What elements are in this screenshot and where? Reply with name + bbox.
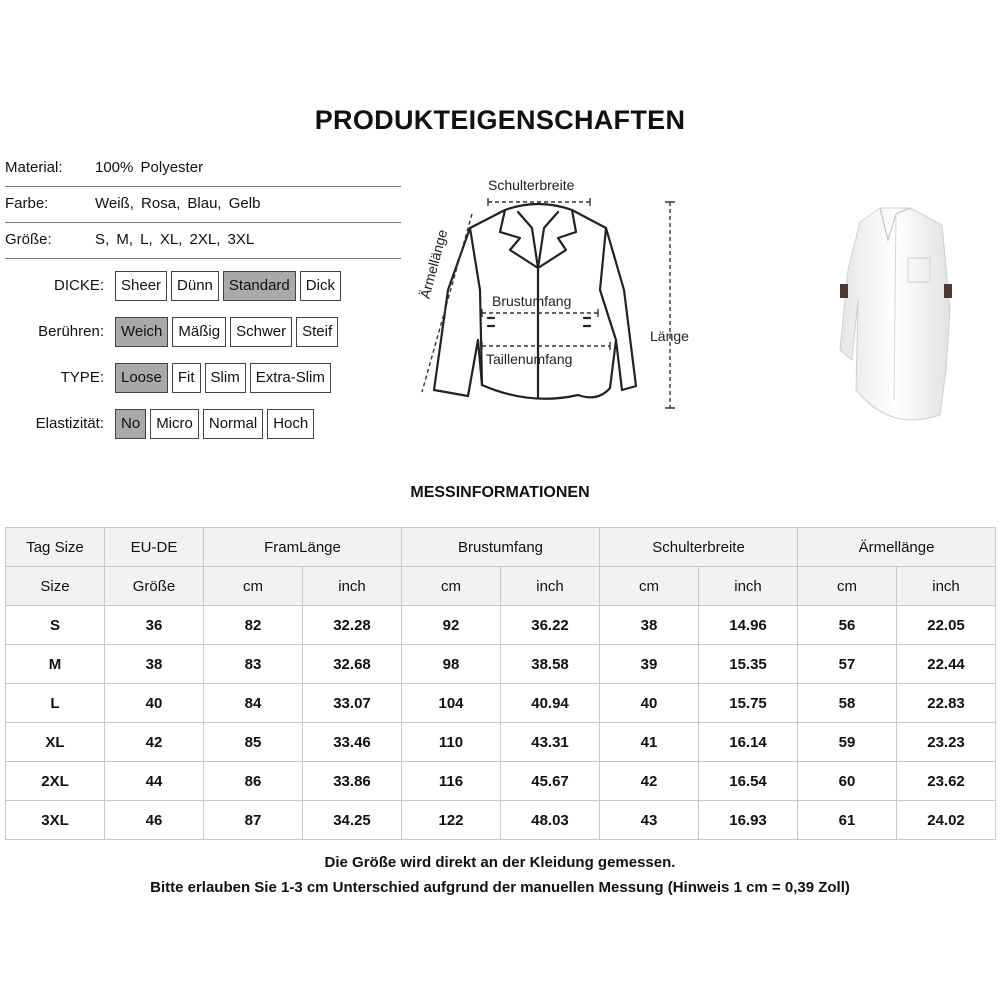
dim-sleeve-label: Ärmellänge [416, 227, 451, 301]
table-cell: 87 [204, 801, 303, 840]
attr-label: Farbe: [5, 195, 49, 212]
option-schwer: Schwer [230, 317, 292, 347]
table-cell: 116 [402, 762, 501, 801]
page-title: PRODUKTEIGENSCHAFTEN [314, 105, 686, 135]
table-cell: 43 [600, 801, 699, 840]
measurement-diagram [410, 170, 710, 420]
header-cell: Brustumfang [402, 528, 600, 567]
table-cell: 84 [204, 684, 303, 723]
table-cell: 16.93 [699, 801, 798, 840]
note-tolerance: Bitte erlauben Sie 1-3 cm Unterschied aufgrund der manuellen Messung (Hinweis 1 cm = 0,39 Zoll) [150, 879, 850, 896]
option-hoch: Hoch [267, 409, 314, 439]
option-list-elasticity [115, 409, 314, 439]
header-cell: inch [303, 567, 402, 606]
table-cell: 45.67 [501, 762, 600, 801]
product-photo [830, 200, 960, 435]
table-cell: 24.02 [897, 801, 996, 840]
attr-color [5, 186, 401, 223]
table-cell: 33.46 [303, 723, 402, 762]
table-cell: 15.75 [699, 684, 798, 723]
header-cell: cm [204, 567, 303, 606]
header-cell: Tag Size [6, 528, 105, 567]
table-row [6, 645, 996, 684]
header-cell: inch [501, 567, 600, 606]
table-row [6, 762, 996, 801]
attr-value: S, M, L, XL, 2XL, 3XL [95, 231, 255, 248]
table-cell: 33.86 [303, 762, 402, 801]
header-cell: cm [600, 567, 699, 606]
dim-waist-label: Taillenumfang [486, 351, 573, 367]
table-cell: 40.94 [501, 684, 600, 723]
option-fit: Fit [172, 363, 201, 393]
table-cell: 23.62 [897, 762, 996, 801]
table-cell: 43.31 [501, 723, 600, 762]
option-group-label: Elastizität: [35, 415, 104, 432]
table-cell: 56 [798, 606, 897, 645]
attr-value: 100% Polyester [95, 159, 204, 176]
table-cell: L [6, 684, 105, 723]
option-sheer: Sheer [115, 271, 167, 301]
header-cell: Schulterbreite [600, 528, 798, 567]
table-cell: 104 [402, 684, 501, 723]
table-cell: 46 [105, 801, 204, 840]
table-cell: 82 [204, 606, 303, 645]
table-cell: 58 [798, 684, 897, 723]
option-weich: Weich [115, 317, 168, 347]
option-list-thickness [115, 271, 341, 301]
table-cell: 16.54 [699, 762, 798, 801]
table-cell: 39 [600, 645, 699, 684]
table-cell: 36.22 [501, 606, 600, 645]
table-cell: 40 [600, 684, 699, 723]
option-group-label: DICKE: [53, 277, 104, 294]
table-row [6, 801, 996, 840]
size-table [5, 527, 996, 840]
table-row [6, 723, 996, 762]
table-row [6, 606, 996, 645]
header-cell: FramLänge [204, 528, 402, 567]
table-subheader-row [6, 567, 996, 606]
option-group-elasticity [0, 409, 110, 439]
table-cell: 38 [600, 606, 699, 645]
table-cell: 15.35 [699, 645, 798, 684]
table-cell: 110 [402, 723, 501, 762]
table-cell: 16.14 [699, 723, 798, 762]
option-group-thickness [0, 271, 110, 301]
table-cell: XL [6, 723, 105, 762]
header-cell: cm [402, 567, 501, 606]
option-maessig: Mäßig [172, 317, 226, 347]
note-measurement: Die Größe wird direkt an der Kleidung gemessen. [324, 854, 676, 871]
option-standard: Standard [223, 271, 296, 301]
header-cell: inch [897, 567, 996, 606]
table-cell: 23.23 [897, 723, 996, 762]
dim-chest-label: Brustumfang [492, 293, 572, 309]
option-normal: Normal [203, 409, 263, 439]
table-cell: 32.28 [303, 606, 402, 645]
table-cell: 38 [105, 645, 204, 684]
header-cell: Ärmellänge [798, 528, 996, 567]
option-dick: Dick [300, 271, 341, 301]
table-cell: 38.58 [501, 645, 600, 684]
header-cell: Größe [105, 567, 204, 606]
dim-shoulder-label: Schulterbreite [488, 177, 575, 193]
table-cell: 57 [798, 645, 897, 684]
option-slim: Slim [205, 363, 246, 393]
table-cell: 32.68 [303, 645, 402, 684]
header-cell: cm [798, 567, 897, 606]
option-group-type [0, 363, 110, 393]
option-duenn: Dünn [171, 271, 219, 301]
attr-label: Größe: [5, 231, 52, 248]
table-cell: 59 [798, 723, 897, 762]
table-cell: 22.44 [897, 645, 996, 684]
table-cell: 3XL [6, 801, 105, 840]
table-cell: 44 [105, 762, 204, 801]
table-cell: 42 [600, 762, 699, 801]
table-cell: 98 [402, 645, 501, 684]
table-cell: 60 [798, 762, 897, 801]
table-cell: 36 [105, 606, 204, 645]
header-cell: inch [699, 567, 798, 606]
table-cell: 86 [204, 762, 303, 801]
option-group-label: TYPE: [60, 369, 104, 386]
option-group-touch [0, 317, 110, 347]
table-cell: S [6, 606, 105, 645]
attr-size [5, 222, 401, 259]
option-group-label: Berühren: [38, 323, 104, 340]
option-loose: Loose [115, 363, 168, 393]
table-cell: 61 [798, 801, 897, 840]
dim-length-label: Länge [650, 328, 689, 344]
attr-material [5, 150, 401, 187]
header-cell: Size [6, 567, 105, 606]
table-cell: 14.96 [699, 606, 798, 645]
option-steif: Steif [296, 317, 338, 347]
table-cell: 41 [600, 723, 699, 762]
option-micro: Micro [150, 409, 199, 439]
shirt-photo-icon [830, 200, 960, 435]
table-cell: 92 [402, 606, 501, 645]
option-no: No [115, 409, 146, 439]
table-cell: 48.03 [501, 801, 600, 840]
table-cell: 33.07 [303, 684, 402, 723]
table-cell: 2XL [6, 762, 105, 801]
table-cell: M [6, 645, 105, 684]
table-cell: 22.83 [897, 684, 996, 723]
measure-title: MESSINFORMATIONEN [410, 484, 590, 501]
header-cell: EU-DE [105, 528, 204, 567]
option-list-touch [115, 317, 338, 347]
option-extra-slim: Extra-Slim [250, 363, 331, 393]
table-cell: 22.05 [897, 606, 996, 645]
option-list-type [115, 363, 331, 393]
table-cell: 85 [204, 723, 303, 762]
table-row [6, 684, 996, 723]
attr-value: Weiß, Rosa, Blau, Gelb [95, 195, 261, 212]
table-cell: 42 [105, 723, 204, 762]
table-cell: 34.25 [303, 801, 402, 840]
table-header-row [6, 528, 996, 567]
table-cell: 40 [105, 684, 204, 723]
table-cell: 122 [402, 801, 501, 840]
attr-label: Material: [5, 159, 63, 176]
table-cell: 83 [204, 645, 303, 684]
